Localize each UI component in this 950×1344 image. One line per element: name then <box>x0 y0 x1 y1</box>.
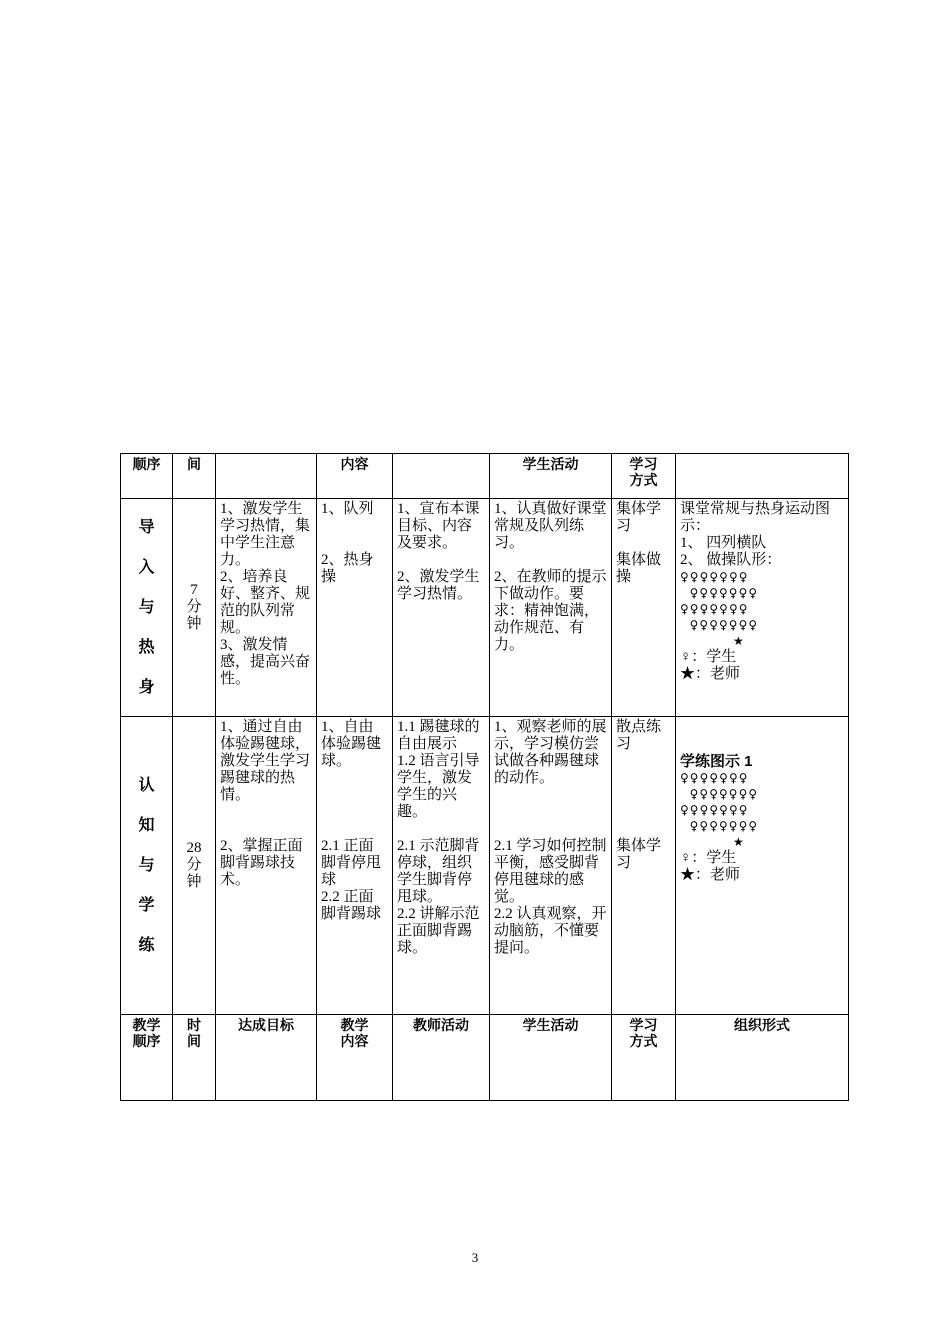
lesson-plan-table <box>120 453 849 1101</box>
time-cell: 7分钟 <box>173 499 216 717</box>
footer-mode: 学习方式 <box>612 1015 676 1101</box>
header-goal <box>216 454 317 499</box>
teacher-cell: 1、宣布本课目标、内容及要求。 2、激发学生学习热情。 <box>393 499 490 717</box>
header-teacher <box>393 454 490 499</box>
footer-goal: 达成目标 <box>216 1015 317 1101</box>
legend-student: ♀：学生 <box>680 850 737 866</box>
legend-teacher: ★：老师 <box>680 867 741 883</box>
header-row <box>121 454 849 499</box>
footer-content: 教学内容 <box>317 1015 393 1101</box>
footer-org: 组织形式 <box>676 1015 849 1101</box>
header-time: 间 <box>173 454 216 499</box>
formation-diagram: ♀♀♀♀♀♀♀ ♀♀♀♀♀♀♀ ♀♀♀♀♀♀♀ ♀♀♀♀♀♀♀ ★ <box>680 771 759 849</box>
header-org <box>676 454 849 499</box>
footer-teacher: 教师活动 <box>393 1015 490 1101</box>
footer-time: 时间 <box>173 1015 216 1101</box>
header-order: 顺序 <box>121 454 173 499</box>
section-practice <box>121 717 849 1015</box>
header-student: 学生活动 <box>490 454 612 499</box>
legend-student: ♀：学生 <box>680 649 737 665</box>
student-cell: 1、认真做好课堂常规及队列练习。 2、在教师的提示下做动作。要求：精神饱满，动作规范、有力。 <box>490 499 612 717</box>
student-cell: 1、观察老师的展示，学习模仿尝试做各种踢毽球的动作。 2.1 学习如何控制平衡，感受脚背停甩毽球的感觉。 2.2 认真观察，开动脑筋，不懂要提问。 <box>490 717 612 1015</box>
stage-label: 导 入 与 热 身 <box>121 499 173 717</box>
section-warmup <box>121 499 849 717</box>
mode-cell: 集体学习 集体做操 <box>612 499 676 717</box>
org-cell: 学练图示 1 ♀♀♀♀♀♀♀ ♀♀♀♀♀♀♀ ♀♀♀♀♀♀♀ ♀♀♀♀♀♀♀ ★ ♀：学生 ★：老师 <box>676 717 849 1015</box>
goals-cell: 1、激发学生学习热情，集中学生注意力。 2、培养良好、整齐、规范的队列常规。 3、激发情感，提高兴奋性。 <box>216 499 317 717</box>
footer-header-row <box>121 1015 849 1101</box>
org-cell: 课堂常规与热身运动图示： 1、 四列横队 2、 做操队形： ♀♀♀♀♀♀♀ ♀♀♀♀♀♀♀ ♀♀♀♀♀♀♀ ♀♀♀♀♀♀♀ ★ ♀：学生 ★：老师 <box>676 499 849 717</box>
header-mode: 学习方式 <box>612 454 676 499</box>
content-cell: 1、自由体验踢毽球。 2.1 正面脚背停甩球 2.2 正面脚背踢球 <box>317 717 393 1015</box>
footer-order: 教学顺序 <box>121 1015 173 1101</box>
legend-teacher: ★：老师 <box>680 666 741 682</box>
page-number: 3 <box>471 1250 479 1265</box>
mode-cell: 散点练习 集体学习 <box>612 717 676 1015</box>
time-cell: 28分钟 <box>173 717 216 1015</box>
stage-label: 认 知 与 学 练 <box>121 717 173 1015</box>
teacher-cell: 1.1 踢毽球的自由展示 1.2 语言引导学生，激发学生的兴趣。 2.1 示范脚背停球，组织学生脚背停甩球。 2.2 讲解示范正面脚背踢球。 <box>393 717 490 1015</box>
goals-cell: 1、通过自由体验踢毽球，激发学生学习踢毽球的热情。 2、掌握正面脚背踢球技术。 <box>216 717 317 1015</box>
footer-student: 学生活动 <box>490 1015 612 1101</box>
content-cell: 1、队列 2、热身操 <box>317 499 393 717</box>
header-content: 内容 <box>317 454 393 499</box>
formation-diagram: ♀♀♀♀♀♀♀ ♀♀♀♀♀♀♀ ♀♀♀♀♀♀♀ ♀♀♀♀♀♀♀ ★ <box>680 570 759 648</box>
